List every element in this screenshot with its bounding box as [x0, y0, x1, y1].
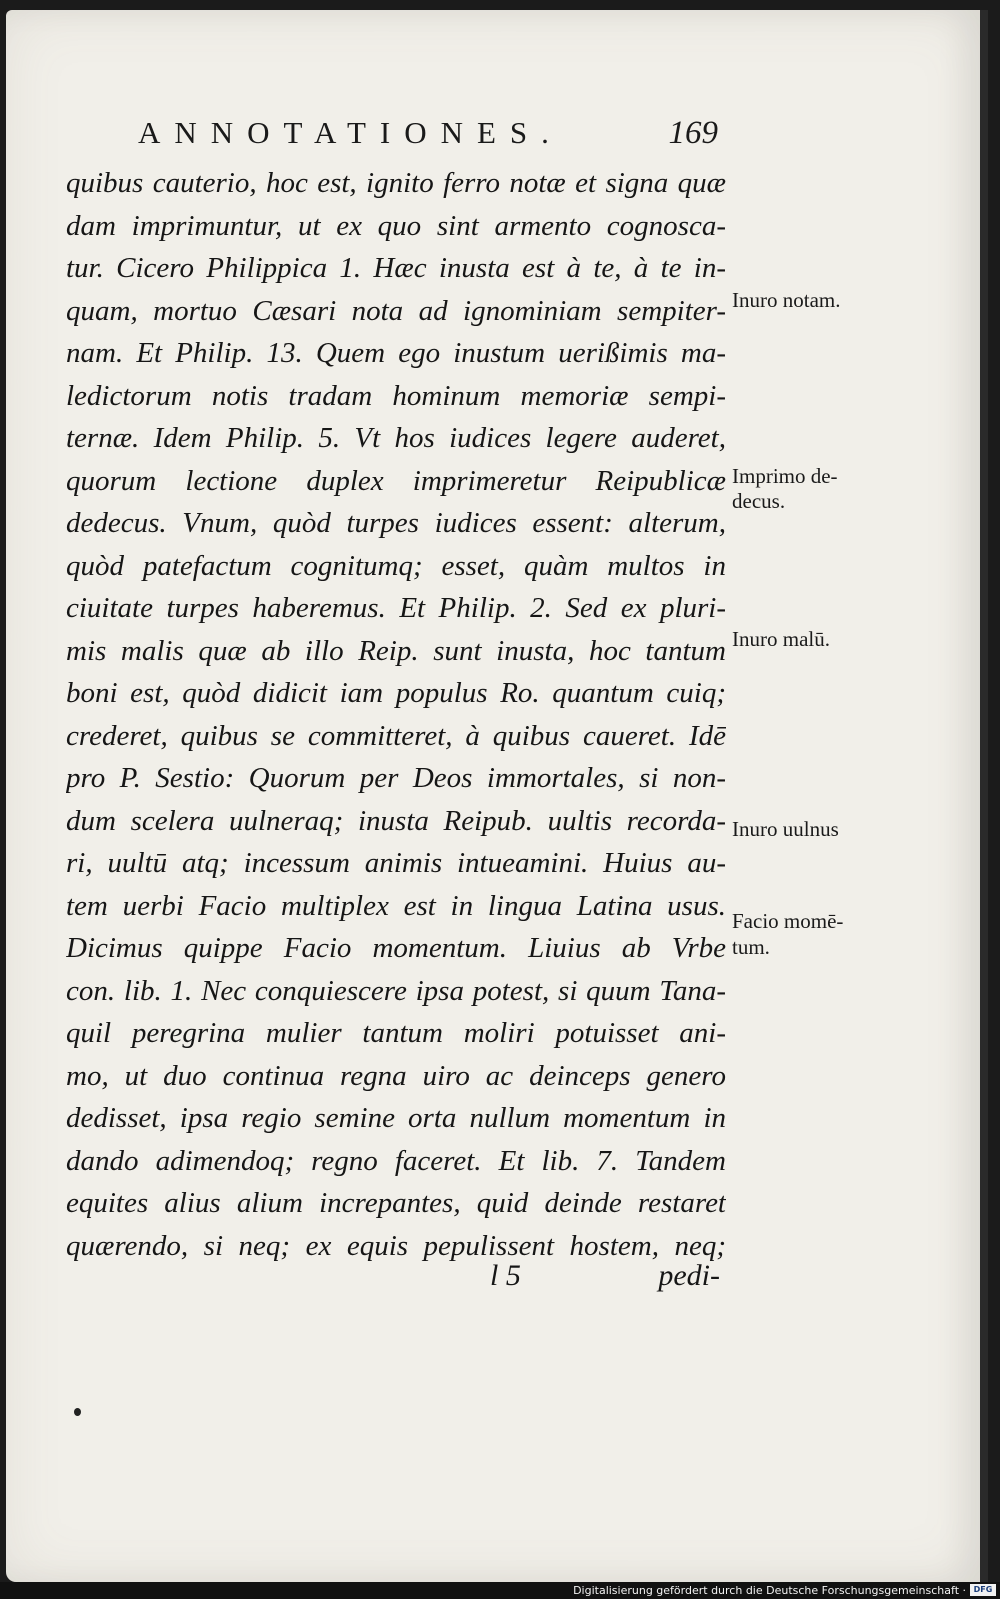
text-line: tur. Cicero Philippica 1. Hæc inusta est à te, à te in- — [66, 252, 726, 284]
text-line: quòd patefactum cognitumq; esset, quàm multos in — [66, 549, 726, 582]
margin-note: Inuro malū. — [732, 627, 830, 651]
text-line: dando adimendoq; regno faceret. Et lib. 7. Tandem — [66, 1144, 726, 1177]
margin-note: decus. — [732, 489, 786, 513]
catchword: pedi- — [658, 1259, 720, 1292]
text-line: dedisset, ipsa regio semine orta nullum momentum in — [66, 1102, 726, 1134]
dfg-logo-icon: DFG — [970, 1584, 996, 1596]
text-line: boni est, quòd didicit iam populus Ro. quantum cuiq; — [66, 677, 726, 709]
ink-dot — [74, 1408, 81, 1416]
text-line: dum scelera uulneraq; inusta Reipub. uultis recorda- — [66, 804, 726, 837]
text-line: mis malis quæ ab illo Reip. sunt inusta, hoc tantum — [66, 634, 726, 667]
text-line: ri, uultū atq; incessum animis intueamini. Huius au- — [66, 847, 726, 879]
text-line: quam, mortuo Cæsari nota ad ignominiam sempiter- — [66, 294, 726, 327]
margin-note: Inuro notam. — [732, 288, 841, 312]
text-line: quil peregrina mulier tantum moliri potuisset ani- — [66, 1017, 726, 1049]
funding-notice: Digitalisierung gefördert durch die Deutsche Forschungsgemeinschaft · — [573, 1584, 966, 1597]
text-line: quorum lectione duplex imprimeretur Reipublicæ — [66, 464, 726, 497]
margin-note: tum. — [732, 935, 770, 959]
text-line: tem uerbi Facio multiplex est in lingua Latina usus. — [66, 889, 726, 922]
text-line: ledictorum notis tradam hominum memoriæ sempi- — [66, 379, 726, 412]
page-number: 169 — [668, 115, 718, 151]
text-line: ternæ. Idem Philip. 5. Vt hos iudices legere auderet, — [66, 422, 726, 454]
page-foot — [70, 1254, 720, 1298]
text-line: Dicimus quippe Facio momentum. Liuius ab Vrbe — [66, 932, 726, 964]
text-line: con. lib. 1. Nec conquiescere ipsa potest, si quum Tana- — [66, 974, 726, 1007]
margin-note: Inuro uulnus — [732, 817, 839, 841]
text-line: dedecus. Vnum, quòd turpes iudices essent: alterum, — [66, 507, 726, 539]
text-line: crederet, quibus se committeret, à quibus caueret. Idē — [66, 719, 726, 752]
text-line: dam imprimuntur, ut ex quo sint armento cognosca- — [66, 209, 726, 242]
text-line: pro P. Sestio: Quorum per Deos immortales, si non- — [66, 762, 726, 794]
text-line: equites alius alium increpantes, quid deinde restaret — [66, 1187, 726, 1219]
text-line: ciuitate turpes haberemus. Et Philip. 2. Sed ex pluri- — [66, 592, 726, 624]
main-text — [66, 162, 726, 1267]
text-line: mo, ut duo continua regna uiro ac deinceps genero — [66, 1059, 726, 1092]
text-line: quærendo, si neq; ex equis pepulissent hostem, neq; — [66, 1229, 726, 1262]
margin-note: Facio momē- — [732, 909, 844, 933]
running-header — [138, 108, 718, 158]
running-title: ANNOTATIONES. — [138, 115, 563, 150]
text-line: quibus cauterio, hoc est, ignito ferro notæ et signa quæ — [66, 167, 726, 199]
text-line: nam. Et Philip. 13. Quem ego inustum uerißimis ma- — [66, 337, 726, 369]
footer-bar — [0, 1582, 1000, 1599]
margin-note: Imprimo de- — [732, 464, 838, 488]
signature-mark: l 5 — [490, 1259, 521, 1292]
